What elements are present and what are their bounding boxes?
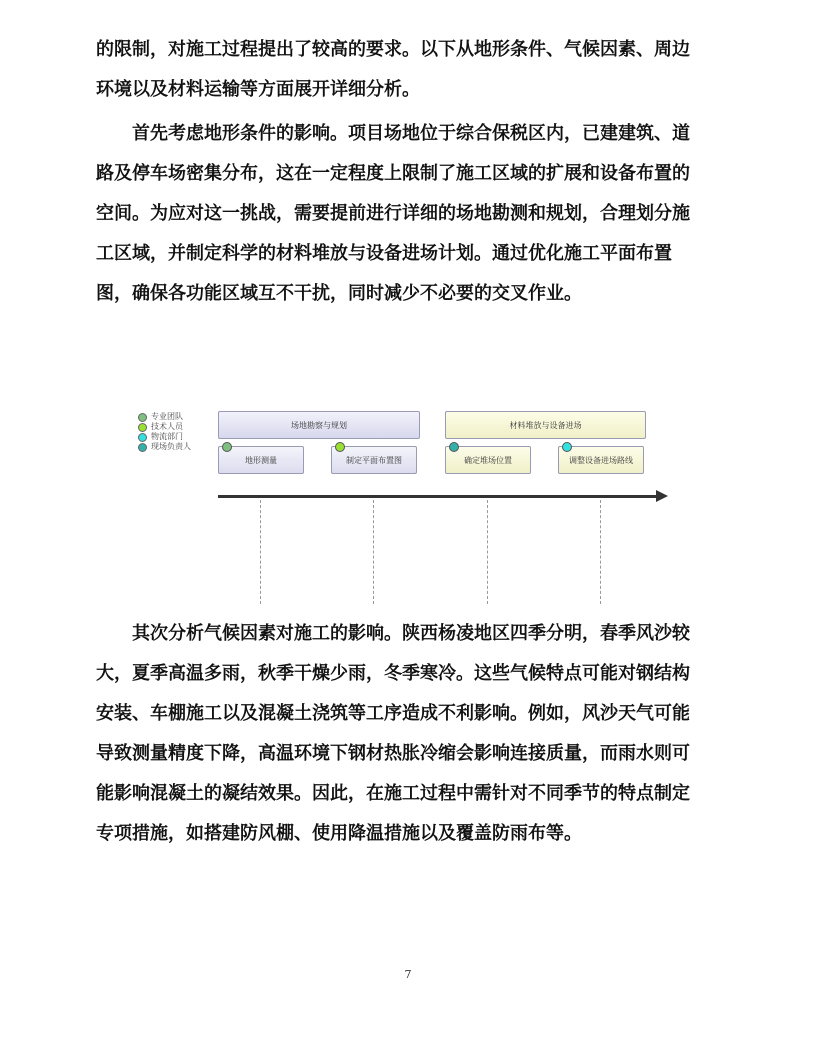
- text-line: 图，确保各功能区域互不干扰，同时减少不必要的交叉作业。: [96, 283, 582, 304]
- task-label: 调整设备进场路线: [569, 455, 633, 465]
- legend-item: 现场负责人: [138, 442, 191, 452]
- page-number: 7: [404, 968, 412, 981]
- text-line: 导致测量精度下降，高温环境下钢材热胀冷缩会影响连接质量，而雨水则可: [96, 743, 690, 764]
- task-label: 确定堆场位置: [464, 455, 512, 465]
- text-line: 大，夏季高温多雨，秋季干燥少雨，冬季寒冷。这些气候特点可能对钢结构: [96, 663, 690, 684]
- task-storage-location: [445, 446, 531, 474]
- task-dot-icon: [222, 442, 232, 452]
- legend-dot-icon: [138, 413, 147, 422]
- paragraph-2: [96, 114, 720, 314]
- task-dot-icon: [562, 442, 572, 452]
- timeline-marker-line: [600, 500, 601, 604]
- timeline-arrow-icon: [656, 490, 668, 502]
- phase-material-equipment: 材料堆放与设备进场: [445, 411, 646, 439]
- text-line: 的限制，对施工过程提出了较高的要求。以下从地形条件、气候因素、周边: [96, 39, 690, 60]
- text-line: 能影响混凝土的凝结效果。因此，在施工过程中需针对不同季节的特点制定: [96, 783, 690, 804]
- task-terrain-survey: [218, 446, 304, 474]
- task-label: 制定平面布置图: [346, 455, 402, 465]
- text-line: 空间。为应对这一挑战，需要提前进行详细的场地勘测和规划，合理划分施: [96, 203, 690, 224]
- paragraph-1: [96, 30, 720, 110]
- timeline-marker-line: [487, 500, 488, 604]
- task-dot-icon: [335, 442, 345, 452]
- text-line: 工区域，并制定科学的材料堆放与设备进场计划。通过优化施工平面布置: [96, 243, 672, 264]
- legend-dot-icon: [138, 423, 147, 432]
- legend-dot-icon: [138, 443, 147, 452]
- legend-dot-icon: [138, 433, 147, 442]
- legend-item: 专业团队: [138, 412, 183, 422]
- text-line: 其次分析气候因素对施工的影响。陕西杨凌地区四季分明，春季风沙较: [96, 623, 690, 644]
- text-line: 环境以及材料运输等方面展开详细分析。: [96, 79, 420, 100]
- task-dot-icon: [449, 442, 459, 452]
- text-line: 安装、车棚施工以及混凝土浇筑等工序造成不利影响。例如，风沙天气可能: [96, 703, 690, 724]
- timeline-diagram: [130, 400, 690, 610]
- text-line: 专项措施，如搭建防风棚、使用降温措施以及覆盖防雨布等。: [96, 823, 582, 844]
- text-line: 路及停车场密集分布，这在一定程度上限制了施工区域的扩展和设备布置的: [96, 163, 690, 184]
- task-equipment-route: [558, 446, 644, 474]
- timeline-marker-line: [260, 500, 261, 604]
- paragraph-3: [96, 614, 720, 854]
- legend-item: 技术人员: [138, 422, 183, 432]
- timeline-axis: [218, 495, 658, 498]
- text-line: 首先考虑地形条件的影响。项目场地位于综合保税区内，已建建筑、道: [96, 123, 690, 144]
- task-layout-plan: [331, 446, 417, 474]
- phase-site-planning: 场地勘察与规划: [218, 411, 420, 439]
- timeline-marker-line: [373, 500, 374, 604]
- task-label: 地形测量: [245, 455, 277, 465]
- legend-item: 物流部门: [138, 432, 183, 442]
